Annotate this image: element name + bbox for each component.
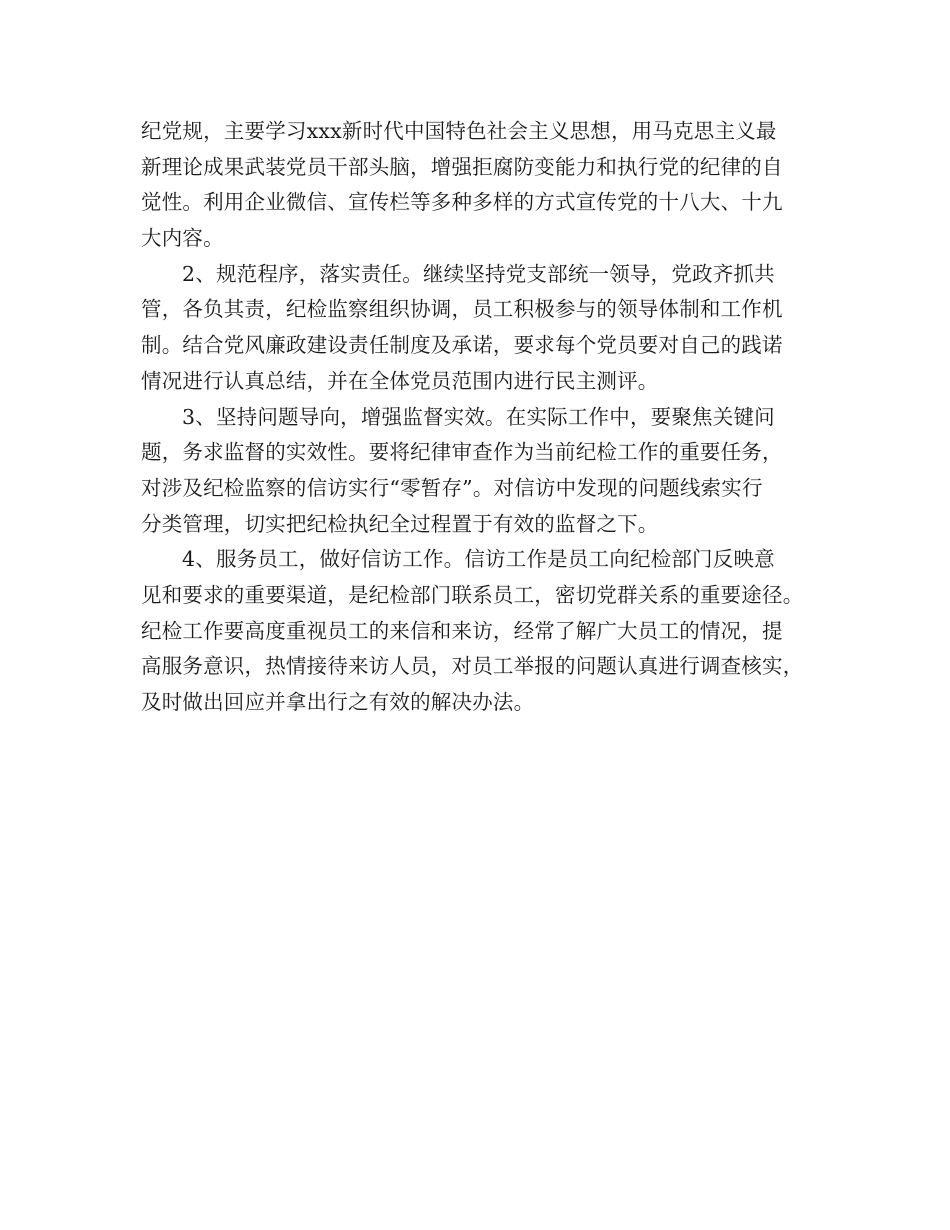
paragraph-line: 觉性。利用企业微信、宣传栏等多种多样的方式宣传党的十八大、十九 (141, 190, 783, 215)
paragraph-line: 纪检工作要高度重视员工的来信和来访，经常了解广大员工的情况，提 (141, 618, 783, 643)
paragraph-line: 管，各负其责，纪检监察组织协调，员工积极参与的领导体制和工作机 (141, 297, 783, 322)
paragraph-line: 见和要求的重要渠道，是纪检部门联系员工，密切党群关系的重要途径。 (141, 582, 804, 607)
paragraph-line: 分类管理，切实把纪检执纪全过程置于有效的监督之下。 (141, 511, 659, 536)
paragraph-line: 及时做出回应并拿出行之有效的解决办法。 (141, 690, 535, 714)
paragraph-line: 大内容。 (141, 226, 224, 251)
paragraph-line: 对涉及纪检监察的信访实行“零暂存”。对信访中发现的问题线索实行 (141, 475, 763, 500)
paragraph-line: 情况进行认真总结，并在全体党员范围内进行民主测评。 (141, 368, 659, 393)
paragraph-line: 纪党规，主要学习xxx新时代中国特色社会主义思想，用马克思主义最 (141, 119, 777, 143)
paragraph-start-line: 4、服务员工，做好信访工作。信访工作是员工向纪检部门反映意 (182, 547, 775, 572)
paragraph-line: 新理论成果武装党员干部头脑，增强拒腐防变能力和执行党的纪律的自 (141, 154, 783, 179)
paragraph-line: 制。结合党风廉政建设责任制度及承诺，要求每个党员要对自己的践诺 (141, 333, 783, 358)
paragraph-start-line: 2、规范程序，落实责任。继续坚持党支部统一领导，党政齐抓共 (182, 261, 775, 286)
document-body (141, 114, 831, 721)
paragraph-line: 题，务求监督的实效性。要将纪律审查作为当前纪检工作的重要任务， (141, 440, 783, 465)
paragraph-line: 高服务意识，热情接待来访人员，对员工举报的问题认真进行调查核实， (141, 654, 804, 679)
paragraph-start-line: 3、坚持问题导向，增强监督实效。在实际工作中，要聚焦关键问 (182, 404, 775, 429)
